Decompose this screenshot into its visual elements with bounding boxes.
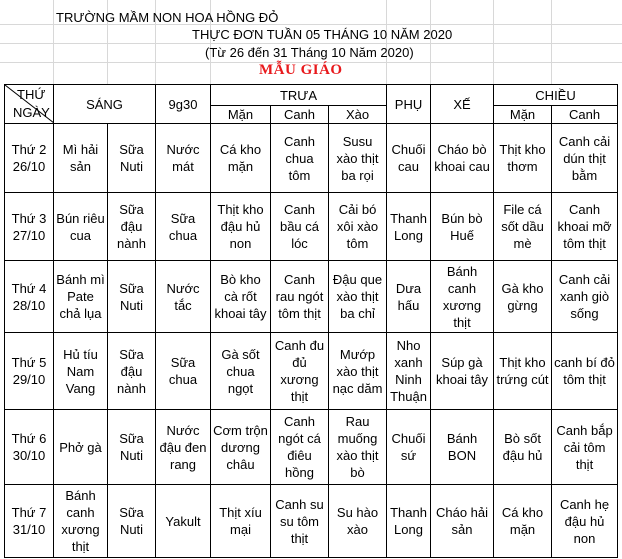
- sang-dish-cell: Bún riêu cua: [54, 193, 108, 261]
- day-name: Thứ 4: [11, 280, 47, 296]
- phu-cell: Thanh Long: [387, 193, 431, 261]
- day-name: Thứ 3: [11, 210, 47, 226]
- menu-date-range: (Từ 26 đến 31 Tháng 10 Năm 2020): [205, 45, 414, 60]
- day-cell: [5, 485, 54, 558]
- snack-9g30-cell: Yakult: [156, 485, 211, 558]
- day-date: 29/10: [12, 372, 46, 387]
- phu-cell: Chuối sứ: [387, 410, 431, 485]
- chieu-canh-cell: Canh hẹ đậu hủ non: [552, 485, 618, 558]
- header-xe: XẾ: [431, 85, 494, 124]
- day-date: 27/10: [12, 227, 46, 243]
- trua-xao-cell: Mướp xào thịt nạc dăm: [329, 333, 387, 410]
- chieu-canh-cell: Canh cải dún thịt bằm: [552, 124, 618, 193]
- sang-milk-cell: Sữa Nuti: [108, 485, 156, 558]
- gridline: [0, 43, 622, 44]
- xe-cell: Cháo bò khoai cau: [431, 124, 494, 193]
- header-9g30: 9g30: [156, 85, 211, 124]
- day-name: Thứ 7: [11, 505, 47, 520]
- day-date: 28/10: [12, 297, 46, 313]
- table-row: [5, 410, 618, 485]
- phu-cell: Chuối cau: [387, 124, 431, 193]
- corner-date-label: NGÀY: [13, 105, 50, 120]
- day-cell: [5, 333, 54, 410]
- sang-milk-cell: Sữa Nuti: [108, 410, 156, 485]
- xe-cell: Súp gà khoai tây: [431, 333, 494, 410]
- xe-cell: Bánh BON: [431, 410, 494, 485]
- xe-cell: Bánh canh xương thịt: [431, 261, 494, 333]
- table-row: [5, 485, 618, 558]
- day-name: Thứ 2: [11, 142, 47, 157]
- gridline: [430, 0, 431, 84]
- table-row: [5, 124, 618, 193]
- gridline: [493, 0, 494, 84]
- snack-9g30-cell: Nước tắc: [156, 261, 211, 333]
- chieu-man-cell: Thịt kho trứng cút: [494, 333, 552, 410]
- sang-milk-cell: Sữa Nuti: [108, 261, 156, 333]
- trua-man-cell: Thịt xíu mại: [211, 485, 271, 558]
- sang-dish-cell: Mì hải sản: [54, 124, 108, 193]
- snack-9g30-cell: Nước mát: [156, 124, 211, 193]
- day-date: 26/10: [12, 159, 46, 174]
- table-row: [5, 333, 618, 410]
- day-cell: [5, 261, 54, 333]
- header-sang: SÁNG: [54, 85, 156, 124]
- trua-man-cell: Gà sốt chua ngọt: [211, 333, 271, 410]
- chieu-canh-cell: Canh khoai mỡ tôm thịt: [552, 193, 618, 261]
- chieu-man-cell: Thịt kho thơm: [494, 124, 552, 193]
- chieu-man-cell: File cá sốt dầu mè: [494, 193, 552, 261]
- snack-9g30-cell: Sữa chua: [156, 333, 211, 410]
- trua-canh-cell: Canh su su tôm thịt: [271, 485, 329, 558]
- header-chieu: CHIỀU: [494, 85, 618, 106]
- trua-man-cell: Thịt kho đậu hủ non: [211, 193, 271, 261]
- header-trua-canh: Canh: [271, 106, 329, 124]
- sang-milk-cell: Sữa đậu nành: [108, 193, 156, 261]
- day-cell: [5, 124, 54, 193]
- day-name: Thứ 6: [11, 431, 47, 446]
- trua-canh-cell: Canh chua tôm: [271, 124, 329, 193]
- gridline: [551, 0, 552, 84]
- trua-xao-cell: Rau muống xào thịt bò: [329, 410, 387, 485]
- menu-table: [4, 84, 618, 558]
- header-phu: PHỤ: [387, 85, 431, 124]
- chieu-man-cell: Gà kho gừng: [494, 261, 552, 333]
- trua-xao-cell: Su hào xào: [329, 485, 387, 558]
- header-chieu-man: Mặn: [494, 106, 552, 124]
- trua-canh-cell: Canh đu đủ xương thịt: [271, 333, 329, 410]
- header-trua-xao: Xào: [329, 106, 387, 124]
- snack-9g30-cell: Sữa chua: [156, 193, 211, 261]
- sang-dish-cell: Bánh canh xương thịt: [54, 485, 108, 558]
- sang-dish-cell: Phở gà: [54, 410, 108, 485]
- phu-cell: Thanh Long: [387, 485, 431, 558]
- chieu-canh-cell: Canh cải xanh giò sống: [552, 261, 618, 333]
- sang-dish-cell: Hủ tíu Nam Vang: [54, 333, 108, 410]
- trua-man-cell: Bò kho cà rốt khoai tây: [211, 261, 271, 333]
- phu-cell: Dưa hấu: [387, 261, 431, 333]
- header-trua: TRƯA: [211, 85, 387, 106]
- level-title: MẪU GIÁO: [259, 62, 343, 78]
- table-row: [5, 193, 618, 261]
- gridline: [386, 0, 387, 84]
- xe-cell: Cháo hải sản: [431, 485, 494, 558]
- day-date: 31/10: [12, 522, 46, 537]
- trua-canh-cell: Canh bầu cá lóc: [271, 193, 329, 261]
- sang-milk-cell: Sữa đậu nành: [108, 333, 156, 410]
- phu-cell: Nho xanh Ninh Thuận: [387, 333, 431, 410]
- chieu-man-cell: Cá kho mặn: [494, 485, 552, 558]
- day-date: 30/10: [12, 448, 46, 463]
- trua-canh-cell: Canh rau ngót tôm thịt: [271, 261, 329, 333]
- trua-xao-cell: Susu xào thịt ba rọi: [329, 124, 387, 193]
- sang-milk-cell: Sữa Nuti: [108, 124, 156, 193]
- xe-cell: Bún bò Huế: [431, 193, 494, 261]
- corner-day-label: THỨ: [17, 87, 46, 102]
- table-row: [5, 261, 618, 333]
- chieu-canh-cell: canh bí đỏ tôm thịt: [552, 333, 618, 410]
- day-cell: [5, 410, 54, 485]
- chieu-canh-cell: Canh bắp cải tôm thịt: [552, 410, 618, 485]
- header-trua-man: Mặn: [211, 106, 271, 124]
- header-chieu-canh: Canh: [552, 106, 618, 124]
- menu-week-title: THỰC ĐƠN TUẦN 05 THÁNG 10 NĂM 2020: [192, 27, 453, 42]
- corner-header-cell: [5, 85, 54, 124]
- trua-xao-cell: Cải bó xôi xào tôm: [329, 193, 387, 261]
- chieu-man-cell: Bò sốt đậu hủ: [494, 410, 552, 485]
- trua-man-cell: Cá kho mặn: [211, 124, 271, 193]
- sang-dish-cell: Bánh mì Pate chả lụa: [54, 261, 108, 333]
- snack-9g30-cell: Nước đậu đen rang: [156, 410, 211, 485]
- trua-canh-cell: Canh ngót cá điêu hồng: [271, 410, 329, 485]
- trua-man-cell: Cơm trộn dương châu: [211, 410, 271, 485]
- gridline: [53, 0, 54, 84]
- day-cell: [5, 193, 54, 261]
- school-name: TRƯỜNG MẦM NON HOA HỒNG ĐỎ: [56, 10, 279, 25]
- day-name: Thứ 5: [11, 355, 47, 370]
- trua-xao-cell: Đậu que xào thịt ba chỉ: [329, 261, 387, 333]
